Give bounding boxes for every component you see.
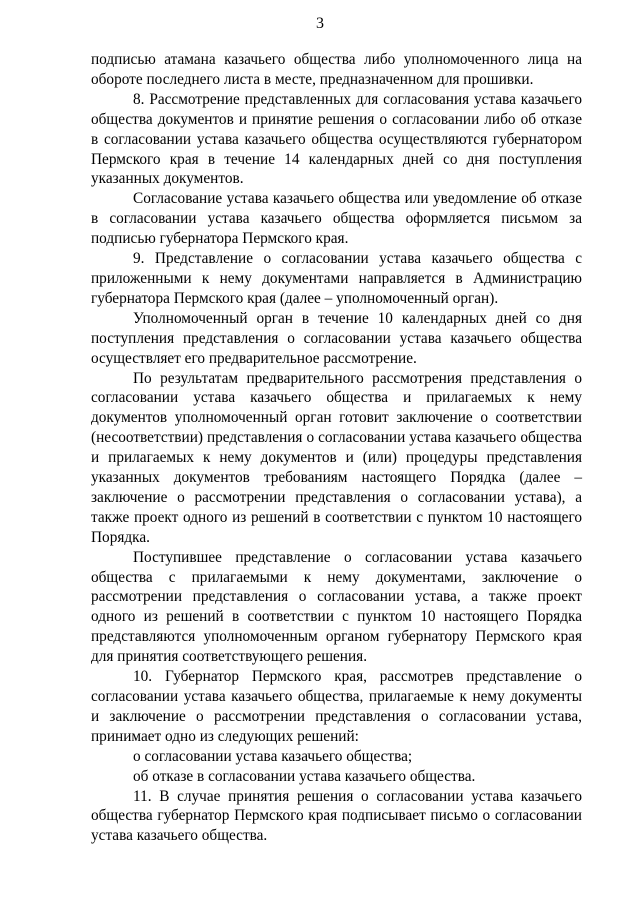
paragraph-item-9-preliminary-review: Уполномоченный орган в течение 10 календарных дней со дня поступления представления о согласовании устава казачьего общества осуществляет его предварительное рассмотрение. [91, 309, 582, 367]
document-body [91, 50, 582, 846]
paragraph-item-9-conclusion: По результатам предварительного рассмотрения представления о согласовании устава казачьего общества и прилагаемых к нему документов уполномоченный орган готовит заключение о соответствии (несоответствии) представления о согласовании устава казачьего общества и прилагаемых к нему документов и (или) процедуры представления указанных документов требованиям настоящего Порядка (далее – заключение о рассмотрении представления о согласовании устава), а также проект одного из решений в соответствии с пунктом 10 настоящего Порядка. [91, 369, 582, 546]
paragraph-item-11: 11. В случае принятия решения о согласовании устава казачьего общества губернатор Пермского края подписывает письмо о согласовании устава казачьего общества. [91, 787, 582, 845]
page-number: 3 [316, 15, 324, 32]
paragraph-item-8-approval-letter: Согласование устава казачьего общества или уведомление об отказе в согласовании устава казачьего общества оформляется письмом за подписью губернатора Пермского края. [91, 190, 582, 248]
decision-option-refuse: об отказе в согласовании устава казачьего общества. [133, 767, 476, 785]
paragraph-item-8: 8. Рассмотрение представленных для согласования устава казачьего общества документов и принятие решения о согласовании либо об отказе в согласовании устава казачьего общества осуществляются губернатором Пермского края в течение 14 календарных дней со дня поступления указанных документов. [91, 90, 582, 188]
paragraph-item-10: 10. Губернатор Пермского края, рассмотрев представление о согласовании устава казачьего общества, прилагаемые к нему документы и заключение о рассмотрении представления о согласовании устава, принимает одно из следующих решений: [91, 668, 582, 745]
decision-option-approve: о согласовании устава казачьего общества; [133, 747, 413, 765]
paragraph-item-9: 9. Представление о согласовании устава казачьего общества с приложенными к нему документами направляется в Администрацию губернатора Пермского края (далее – уполномоченный орган). [91, 250, 582, 307]
paragraph-signature-continuation: подписью атамана казачьего общества либо уполномоченного лица на обороте последнего листа в месте, предназначенном для прошивки. [91, 51, 582, 88]
paragraph-item-9-submission: Поступившее представление о согласовании устава казачьего общества с прилагаемыми к нему документами, заключение о рассмотрении представления о согласовании устава, а также проект одного из решений в соответствии с пунктом 10 настоящего Порядка представляются уполномоченным органом губернатору Пермского края для принятия соответствующего решения. [91, 548, 582, 666]
